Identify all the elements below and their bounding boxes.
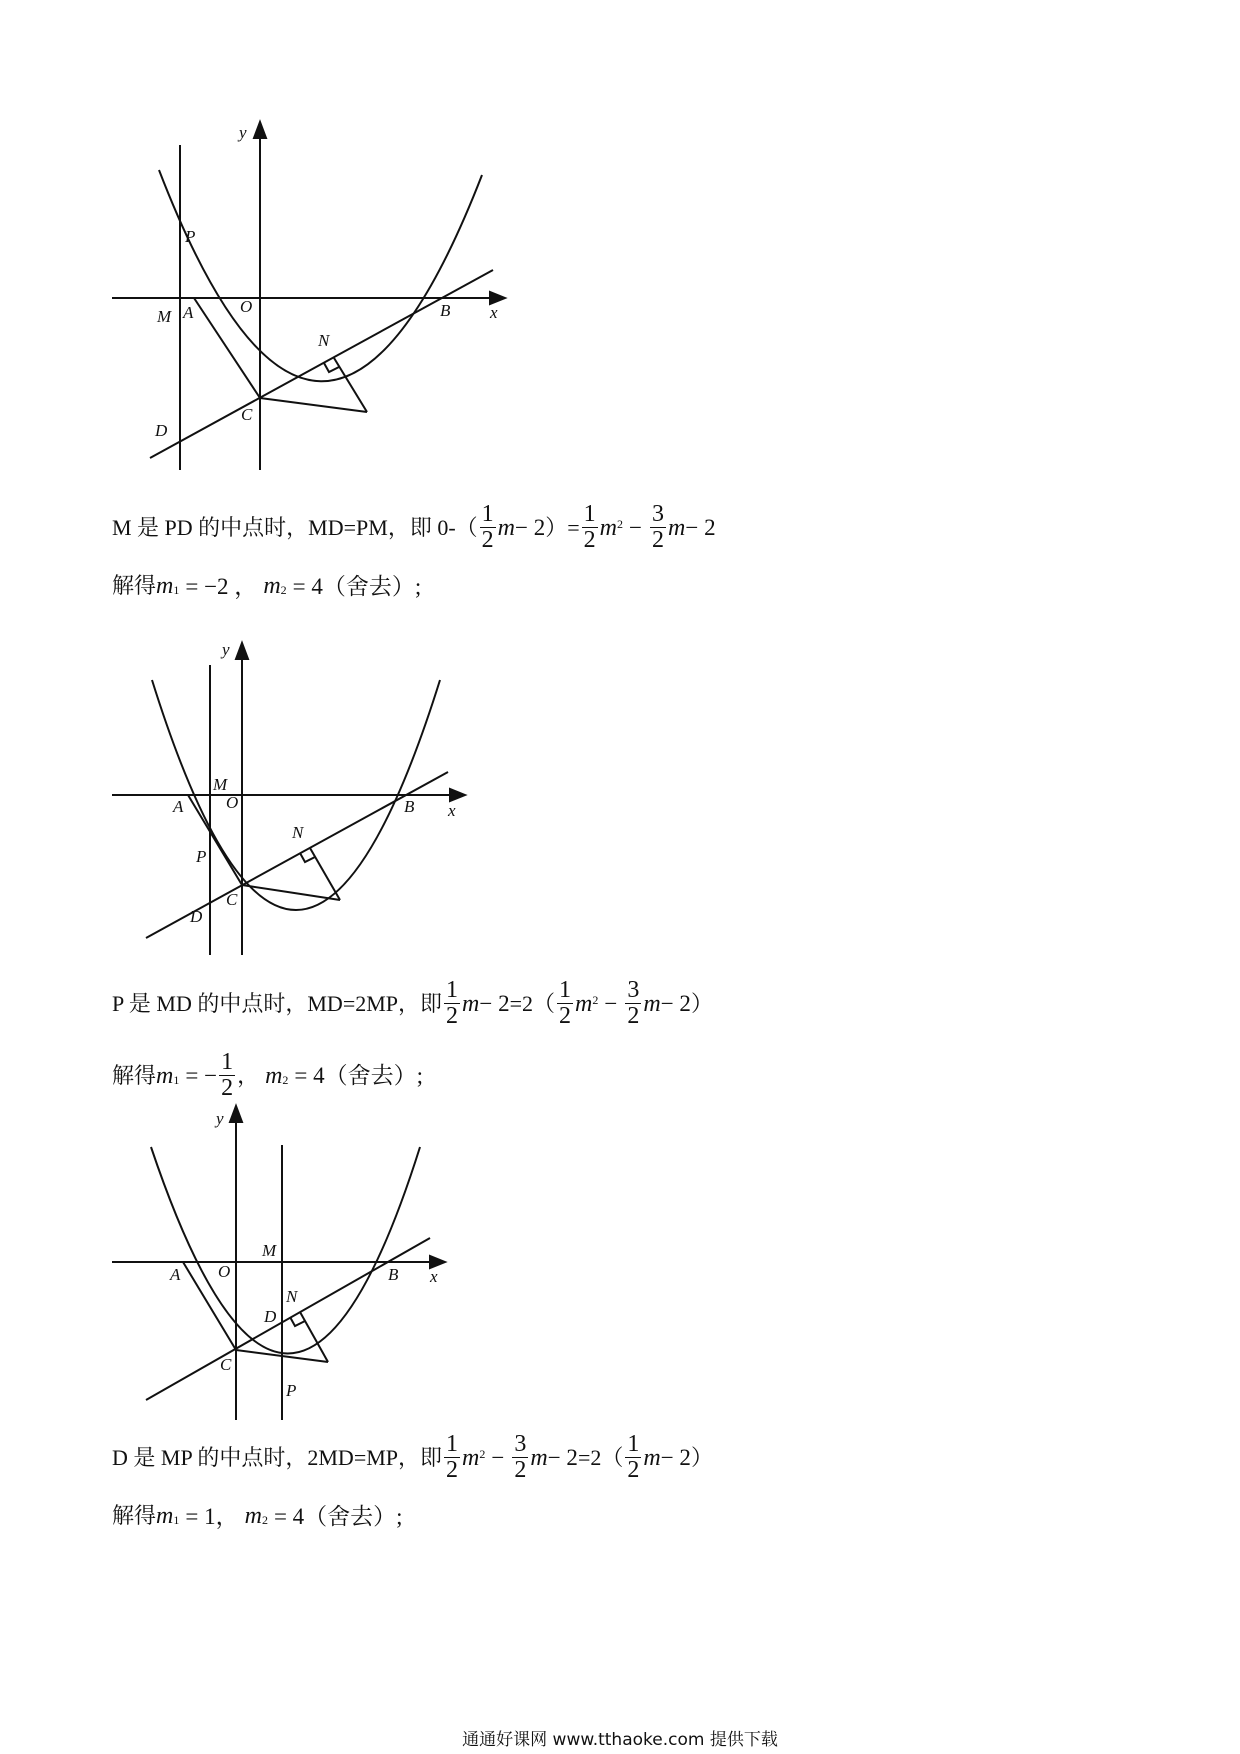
label-b: B bbox=[404, 797, 415, 816]
fraction: $\frac{3}{2}$ bbox=[627, 977, 640, 1030]
page-footer: 通通好课网 www.tthaoke.com 提供下载 bbox=[462, 1730, 778, 1750]
label-m: M bbox=[213, 775, 228, 794]
label-d: D bbox=[155, 421, 168, 440]
case1-solution: 解得 m $_1$ = −2 ， m $_2$ = 4（舍去）; bbox=[112, 573, 422, 599]
label-n: N bbox=[292, 823, 304, 842]
label-o: O bbox=[218, 1262, 231, 1281]
label-a: A bbox=[173, 797, 184, 816]
fraction: $\frac{3}{2}$ bbox=[652, 501, 664, 554]
case3-equation: D 是 MP 的中点时，2MD=MP，即 $\frac{1}{2}$ m $^2$ − $\frac{3}{2}$ m − 2 =2（ $\frac{1}{2}$ m − 2 ） bbox=[112, 1431, 713, 1484]
label-d: D bbox=[190, 907, 203, 926]
label-d: D bbox=[264, 1307, 277, 1326]
label-p: P bbox=[286, 1381, 297, 1400]
label-b: B bbox=[388, 1265, 399, 1284]
fraction: $\frac{1}{2}$ bbox=[559, 977, 572, 1030]
case2-solution: 解得 m $_1$ = − $\frac{1}{2}$ ， m $_2$ = 4（舍去）; bbox=[112, 1049, 424, 1102]
y-axis-arrow bbox=[230, 1106, 242, 1122]
fraction: $\frac{1}{2}$ bbox=[446, 977, 459, 1030]
fraction: $\frac{1}{2}$ bbox=[627, 1431, 640, 1484]
fraction: $\frac{1}{2}$ bbox=[481, 501, 494, 554]
label-o: O bbox=[240, 297, 253, 316]
case1-text: M 是 PD 的中点时，MD=PM，即 0-（ bbox=[112, 514, 478, 540]
label-p: P bbox=[196, 847, 207, 866]
label-x: x bbox=[430, 1267, 438, 1286]
label-n: N bbox=[286, 1287, 298, 1306]
fraction: $\frac{1}{2}$ bbox=[221, 1049, 234, 1102]
label-y: y bbox=[216, 1109, 224, 1128]
label-c: C bbox=[220, 1355, 232, 1374]
label-b: B bbox=[440, 301, 451, 320]
case3-solution: 解得 m $_1$ = 1， m $_2$ = 4（舍去）; bbox=[112, 1503, 403, 1529]
label-n: N bbox=[318, 331, 330, 350]
label-a: A bbox=[183, 303, 194, 322]
case1-equation: M 是 PD 的中点时，MD=PM，即 0-（ $\frac{1}{2}$ m − 2 ）= $\frac{1}{2}$ m $^2$ − $\frac{3}{2}$ m − 2 bbox=[112, 501, 716, 554]
fraction: $\frac{1}{2}$ bbox=[583, 501, 596, 554]
label-y: y bbox=[239, 123, 247, 142]
label-x: x bbox=[490, 303, 498, 322]
case2-equation: P 是 MD 的中点时，MD=2MP，即 $\frac{1}{2}$ m − 2 =2（ $\frac{1}{2}$ m $^2$ − $\frac{3}{2}$ m − 2 ） bbox=[112, 977, 713, 1030]
fraction: $\frac{1}{2}$ bbox=[446, 1431, 459, 1484]
fraction: $\frac{3}{2}$ bbox=[514, 1431, 527, 1484]
label-o: O bbox=[226, 793, 239, 812]
label-m: M bbox=[157, 307, 172, 326]
label-m: M bbox=[262, 1241, 277, 1260]
label-y: y bbox=[222, 640, 230, 659]
label-c: C bbox=[226, 890, 238, 909]
segment-qn bbox=[300, 1312, 328, 1362]
label-p: P bbox=[185, 227, 196, 246]
parabola bbox=[151, 1147, 420, 1354]
label-a: A bbox=[170, 1265, 181, 1284]
label-x: x bbox=[448, 801, 456, 820]
label-c: C bbox=[241, 405, 253, 424]
